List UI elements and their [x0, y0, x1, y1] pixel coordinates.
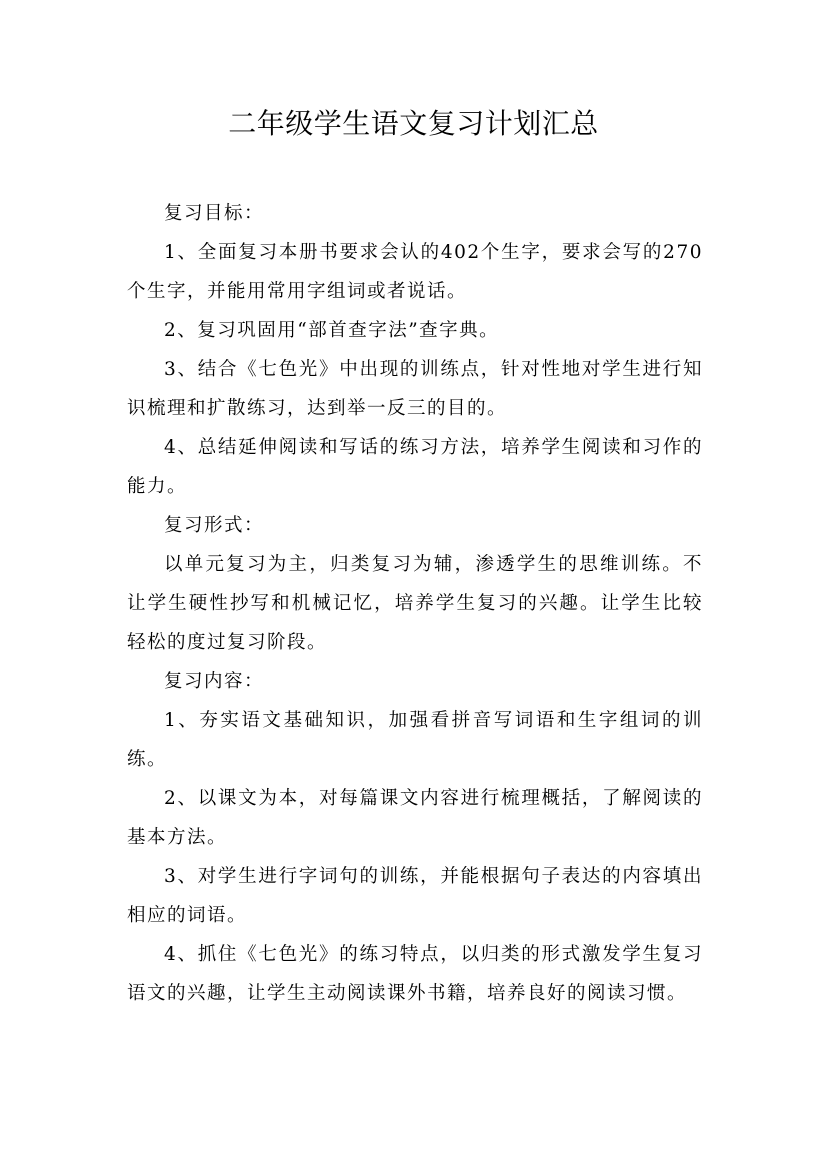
section-heading-review-goals: 复习目标： [164, 203, 265, 224]
paragraph-goal-4: 4、总结延伸阅读和写话的练习方法，培养学生阅读和习作的能力。 [127, 437, 703, 497]
paragraph-form: 以单元复习为主，归类复习为辅，渗透学生的思维训练。不让学生硬性抄写和机械记忆，培养学生复习的兴趣。让学生比较轻松的度过复习阶段。 [127, 554, 703, 653]
section-heading-review-content: 复习内容： [164, 671, 265, 692]
paragraph-content-3: 3、对学生进行字词句的训练，并能根据句子表达的内容填出相应的词语。 [127, 866, 703, 926]
paragraph-goal-3: 3、结合《七色光》中出现的训练点，针对性地对学生进行知识梳理和扩散练习，达到举一反三的目的。 [127, 359, 703, 419]
section-heading-review-form: 复习形式： [164, 515, 265, 536]
paragraph-goal-2: 2、复习巩固用“部首查字法”查字典。 [164, 320, 500, 341]
paragraph-content-4: 4、抓住《七色光》的练习特点，以归类的形式激发学生复习语文的兴趣，让学生主动阅读课外书籍，培养良好的阅读习惯。 [127, 944, 703, 1004]
paragraph-content-1: 1、夯实语文基础知识，加强看拼音写词语和生字组词的训练。 [127, 710, 703, 770]
document-title: 二年级学生语文复习计划汇总 [228, 107, 599, 140]
document-body [127, 194, 703, 1013]
paragraph-content-2: 2、以课文为本，对每篇课文内容进行梳理概括，了解阅读的基本方法。 [127, 788, 703, 848]
paragraph-goal-1: 1、全面复习本册书要求会认的402个生字，要求会写的270个生字，并能用常用字组词或者说话。 [127, 242, 703, 302]
